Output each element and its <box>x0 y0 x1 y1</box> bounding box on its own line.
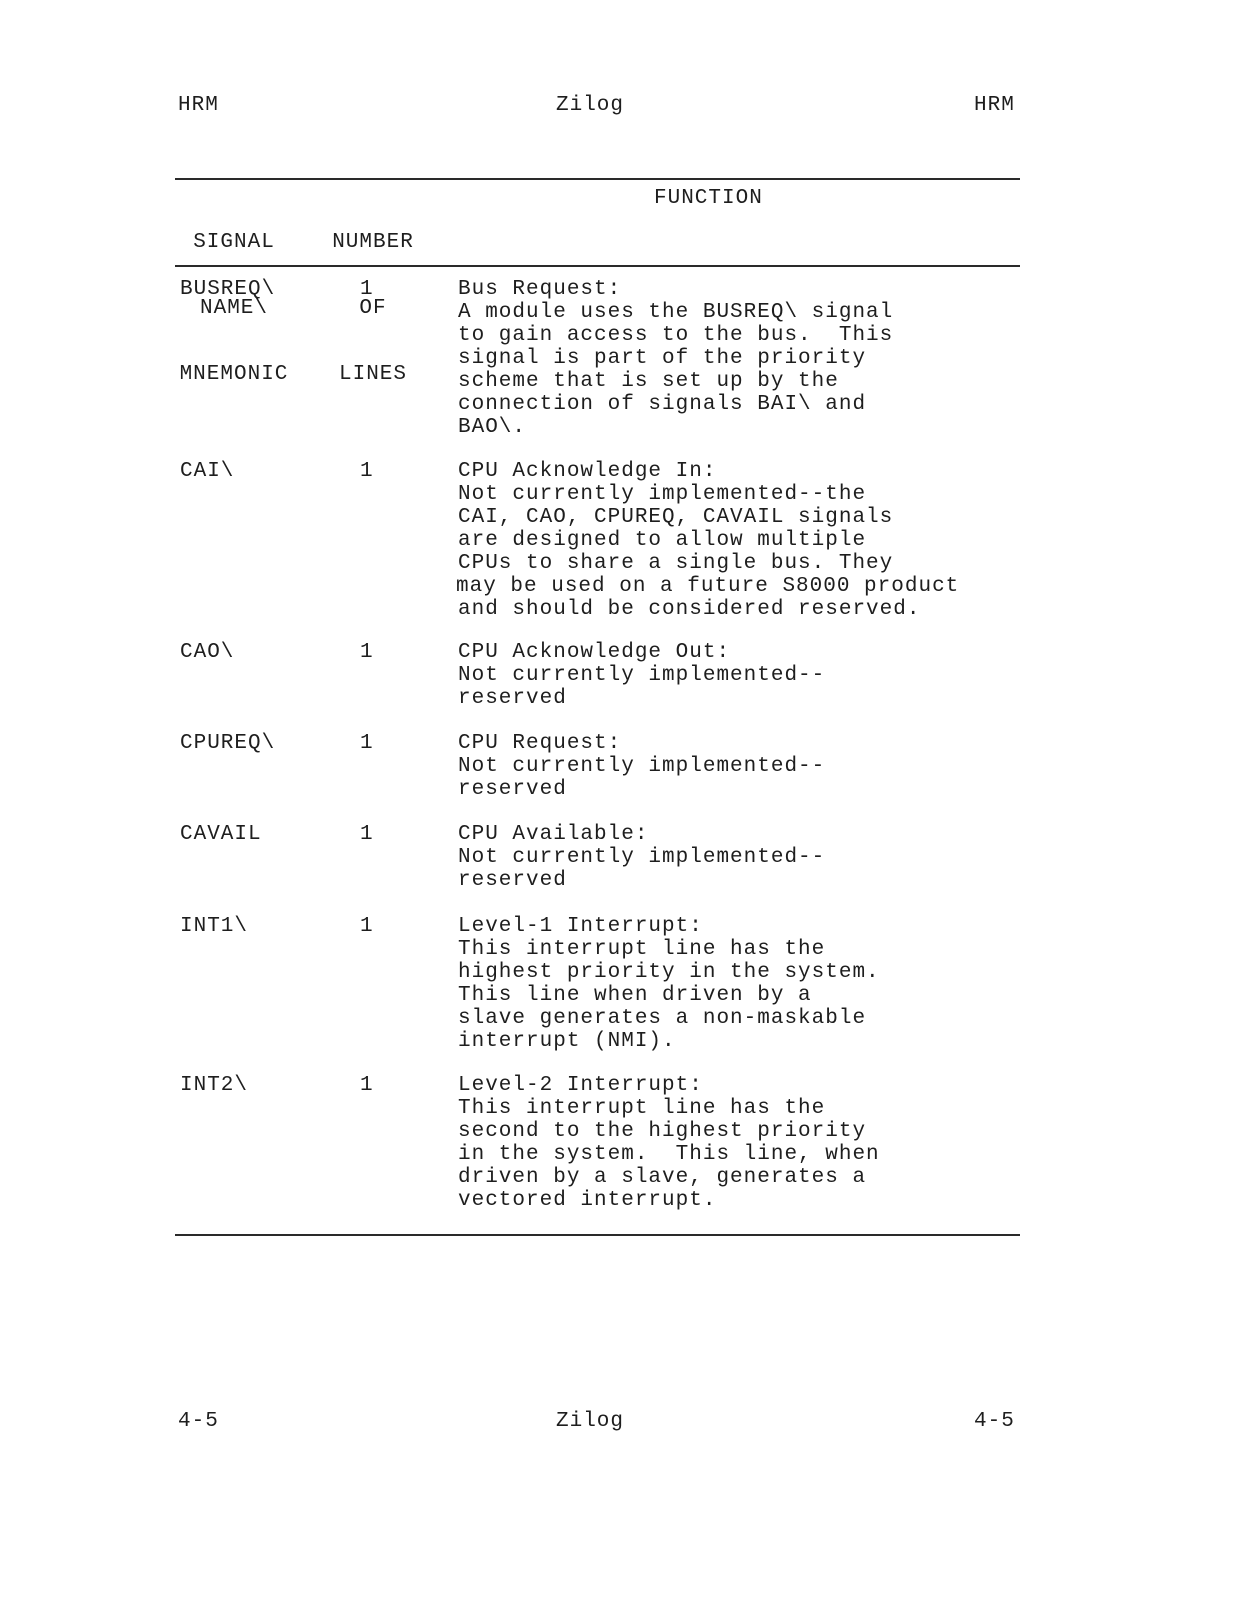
col-header-number-line: LINES <box>338 363 407 386</box>
table-header-rule <box>175 265 1020 267</box>
footer-right: 4-5 <box>974 1410 1015 1433</box>
function-line: Not currently implemented-- <box>458 664 826 687</box>
number-of-lines: 1 <box>360 278 373 301</box>
header-center: Zilog <box>556 94 625 117</box>
function-line: reserved <box>458 778 567 801</box>
table-top-rule <box>175 178 1020 180</box>
function-line: CPU Acknowledge Out: <box>458 641 731 664</box>
signal-mnemonic: INT2\ <box>180 1074 249 1097</box>
function-line: Not currently implemented-- <box>458 846 826 869</box>
function-line: slave generates a non-maskable <box>458 1007 867 1030</box>
function-line: connection of signals BAI\ and <box>458 393 867 416</box>
function-line: vectored interrupt. <box>458 1189 717 1212</box>
col-header-signal-line: NAME\ <box>199 297 268 320</box>
signal-mnemonic: BUSREQ\ <box>180 278 276 301</box>
number-of-lines: 1 <box>360 1074 373 1097</box>
function-description <box>458 641 1018 710</box>
col-header-signal <box>176 188 292 430</box>
table-bottom-rule <box>175 1234 1020 1236</box>
function-line: signal is part of the priority <box>458 347 867 370</box>
function-line: CPU Request: <box>458 732 622 755</box>
function-line: may be used on a future S8000 product <box>456 575 960 598</box>
function-line: BAO\. <box>458 416 527 439</box>
function-line: CPUs to share a single bus. They <box>458 552 894 575</box>
number-of-lines: 1 <box>360 460 373 483</box>
function-line: A module uses the BUSREQ\ signal <box>458 301 894 324</box>
signal-mnemonic: CAI\ <box>180 460 235 483</box>
number-of-lines: 1 <box>360 732 373 755</box>
function-description <box>458 1074 1018 1212</box>
header-right: HRM <box>974 94 1015 117</box>
function-line: CPU Available: <box>458 823 649 846</box>
function-line: CPU Acknowledge In: <box>458 460 717 483</box>
col-header-function: FUNCTION <box>654 187 763 210</box>
function-line: in the system. This line, when <box>458 1143 880 1166</box>
function-line: Not currently implemented-- <box>458 755 826 778</box>
footer-left: 4-5 <box>178 1410 219 1433</box>
number-of-lines: 1 <box>360 641 373 664</box>
function-description <box>458 915 1018 1053</box>
col-header-number-line: NUMBER <box>332 231 414 254</box>
function-line: This interrupt line has the <box>458 938 826 961</box>
number-of-lines: 1 <box>360 823 373 846</box>
function-line: This line when driven by a <box>458 984 812 1007</box>
signal-mnemonic: CAVAIL <box>180 823 262 846</box>
footer-center: Zilog <box>556 1410 625 1433</box>
function-line: CAI, CAO, CPUREQ, CAVAIL signals <box>458 506 894 529</box>
function-line: interrupt (NMI). <box>458 1030 676 1053</box>
function-description <box>458 460 998 621</box>
header-left: HRM <box>178 94 219 117</box>
col-header-signal-line: SIGNAL <box>193 231 275 254</box>
function-line: highest priority in the system. <box>458 961 880 984</box>
col-header-signal-line: MNEMONIC <box>179 363 289 386</box>
col-header-number <box>330 188 416 430</box>
function-line: second to the highest priority <box>458 1120 867 1143</box>
function-line: Level-1 Interrupt: <box>458 915 703 938</box>
function-description <box>458 823 1018 892</box>
function-line: reserved <box>458 687 567 710</box>
function-line: This interrupt line has the <box>458 1097 826 1120</box>
function-line: scheme that is set up by the <box>458 370 839 393</box>
col-header-number-line: OF <box>359 297 387 320</box>
function-line: are designed to allow multiple <box>458 529 867 552</box>
function-line: reserved <box>458 869 567 892</box>
function-description <box>458 278 1018 439</box>
function-description <box>458 732 1018 801</box>
function-line: Not currently implemented--the <box>458 483 867 506</box>
function-line: to gain access to the bus. This <box>458 324 894 347</box>
number-of-lines: 1 <box>360 915 373 938</box>
signal-mnemonic: CPUREQ\ <box>180 732 276 755</box>
function-line: Bus Request: <box>458 278 622 301</box>
function-line: and should be considered reserved. <box>458 598 921 621</box>
function-line: driven by a slave, generates a <box>458 1166 867 1189</box>
signal-mnemonic: INT1\ <box>180 915 249 938</box>
function-line: Level-2 Interrupt: <box>458 1074 703 1097</box>
signal-mnemonic: CAO\ <box>180 641 235 664</box>
